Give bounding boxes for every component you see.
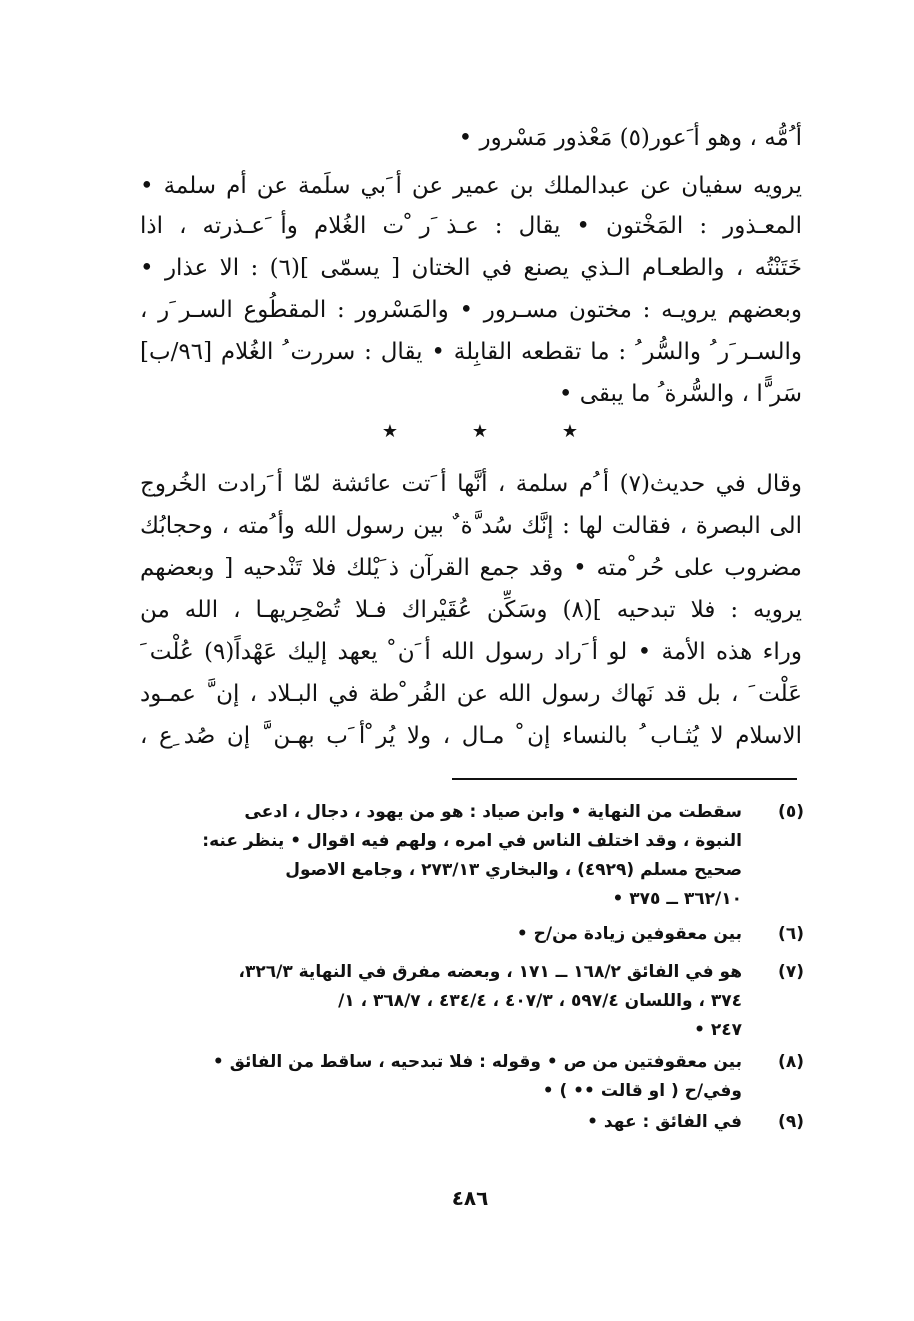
footnote: [140, 1108, 804, 1137]
body-line: الاسلام لا يُثـاب ُ بالنساء إن ْ مـال ، ولا يُر ْأ َب بهـن َّ إن صُد ِع ،: [140, 723, 802, 749]
star-icon: ★: [471, 421, 489, 442]
section-divider-stars: [380, 418, 580, 446]
footnote-text: بين معقوفتين من ص • وقوله : فلا تبدحيه ، ساقط من الفائق • وفي/ح ( او قالت •• ) •: [212, 1052, 742, 1101]
footnote-number: (٨): [778, 1052, 804, 1072]
body-line: سَر ًّا ، والسُّرة ُ ما يبقى •: [558, 381, 802, 407]
footnote-number: (٧): [778, 962, 804, 982]
footnote: [140, 798, 804, 914]
footnote-number: (٩): [778, 1112, 804, 1132]
body-line: يرويه سفيان عن عبدالملك بن عمير عن أ َبي سلَمة عن أم سلمة •: [140, 173, 802, 199]
footnote-number: (٦): [778, 924, 804, 944]
body-line: والسـر َر ُ والسُّر ُ : ما تقطعه القابِلة • يقال : سررت ُ الغُلام [٩٦/ب]: [140, 339, 802, 365]
body-line: وقال في حديث(٧) أ ُم سلمة ، أنَّها أ َتت عائشة لمّا أ َرادت الخُروج: [140, 471, 802, 497]
footnote-separator: [452, 778, 797, 780]
footnote: [140, 1048, 804, 1106]
footnote-text: هو في الفائق ١٦٨/٢ ــ ١٧١ ، وبعضه مفرق في النهاية ٣٢٦/٣، ٣٧٤ ، واللسان ٥٩٧/٤ ، ٤٠٧/٣ ، ٤٣٤/٤ ، ٣٦٨/٧ ، ١/ ٢٤٧ •: [238, 962, 742, 1040]
star-icon: ★: [561, 421, 579, 442]
footnote-text: سقطت من النهاية • وابن صياد : هو من يهود ، دجال ، ادعى النبوة ، وقد اختلف الناس في امره ، ولهم فيه اقوال • ينظر عنه: صحيح مسلم (٤٩٢٩) ، والبخاري ٢٧٣/١٣ ، وجامع الاصول ٣٦٢/١٠ ــ ٣٧٥ •: [202, 802, 742, 909]
body-line: مضروب على حُر ْمته • وقد جمع القرآن ذ َيْلك فلا تَنْدحيه [ وبعضهم: [140, 555, 802, 581]
body-line: وبعضهم يرويـه : مختون مسـرور • والمَسْرور : المقطُوع السـر َر ،: [140, 297, 802, 323]
footnote-text: بين معقوفين زيادة من/ح •: [516, 924, 742, 944]
body-line: وراء هذه الأمة • لو أ َراد رسول الله أ َن ْ يعهد إليك عَهْداً(٩) عُلْت َ: [140, 639, 802, 665]
page-number: ٤٨٦: [451, 1186, 489, 1210]
body-line: عَلْت َ ، بل قد نَهاك رسول الله عن الفُر ْطة في البـلاد ، إن َّ عمـود: [140, 681, 802, 707]
footnote-text: في الفائق : عهد •: [587, 1112, 742, 1132]
footnote: [140, 920, 804, 949]
body-line: يرويه : فلا تبدحيه ](٨) وسَكِّن عُقَيْراك فـلا تُصْحِريهـا ، الله من: [140, 597, 802, 623]
footnote-number: (٥): [778, 802, 804, 822]
body-line: أ ُمُّه ، وهو أ َعور(٥) مَعْذور مَسْرور •: [458, 125, 802, 151]
body-line: المعـذور : المَخْتون • يقال : عـذ َر ْت الغُلام وأ َعـذرته ، اذا: [140, 213, 802, 239]
star-icon: ★: [381, 421, 399, 442]
footnote: [140, 958, 804, 1045]
body-line: الى البصرة ، فقالت لها : إنَّك سُد َّة ٌ بين رسول الله وأ ُمته ، وحجابُك: [140, 513, 802, 539]
body-line: خَتَنْتُه ، والطعـام الـذي يصنع في الختان [ يسمّى ](٦) : الا عذار •: [140, 255, 802, 281]
